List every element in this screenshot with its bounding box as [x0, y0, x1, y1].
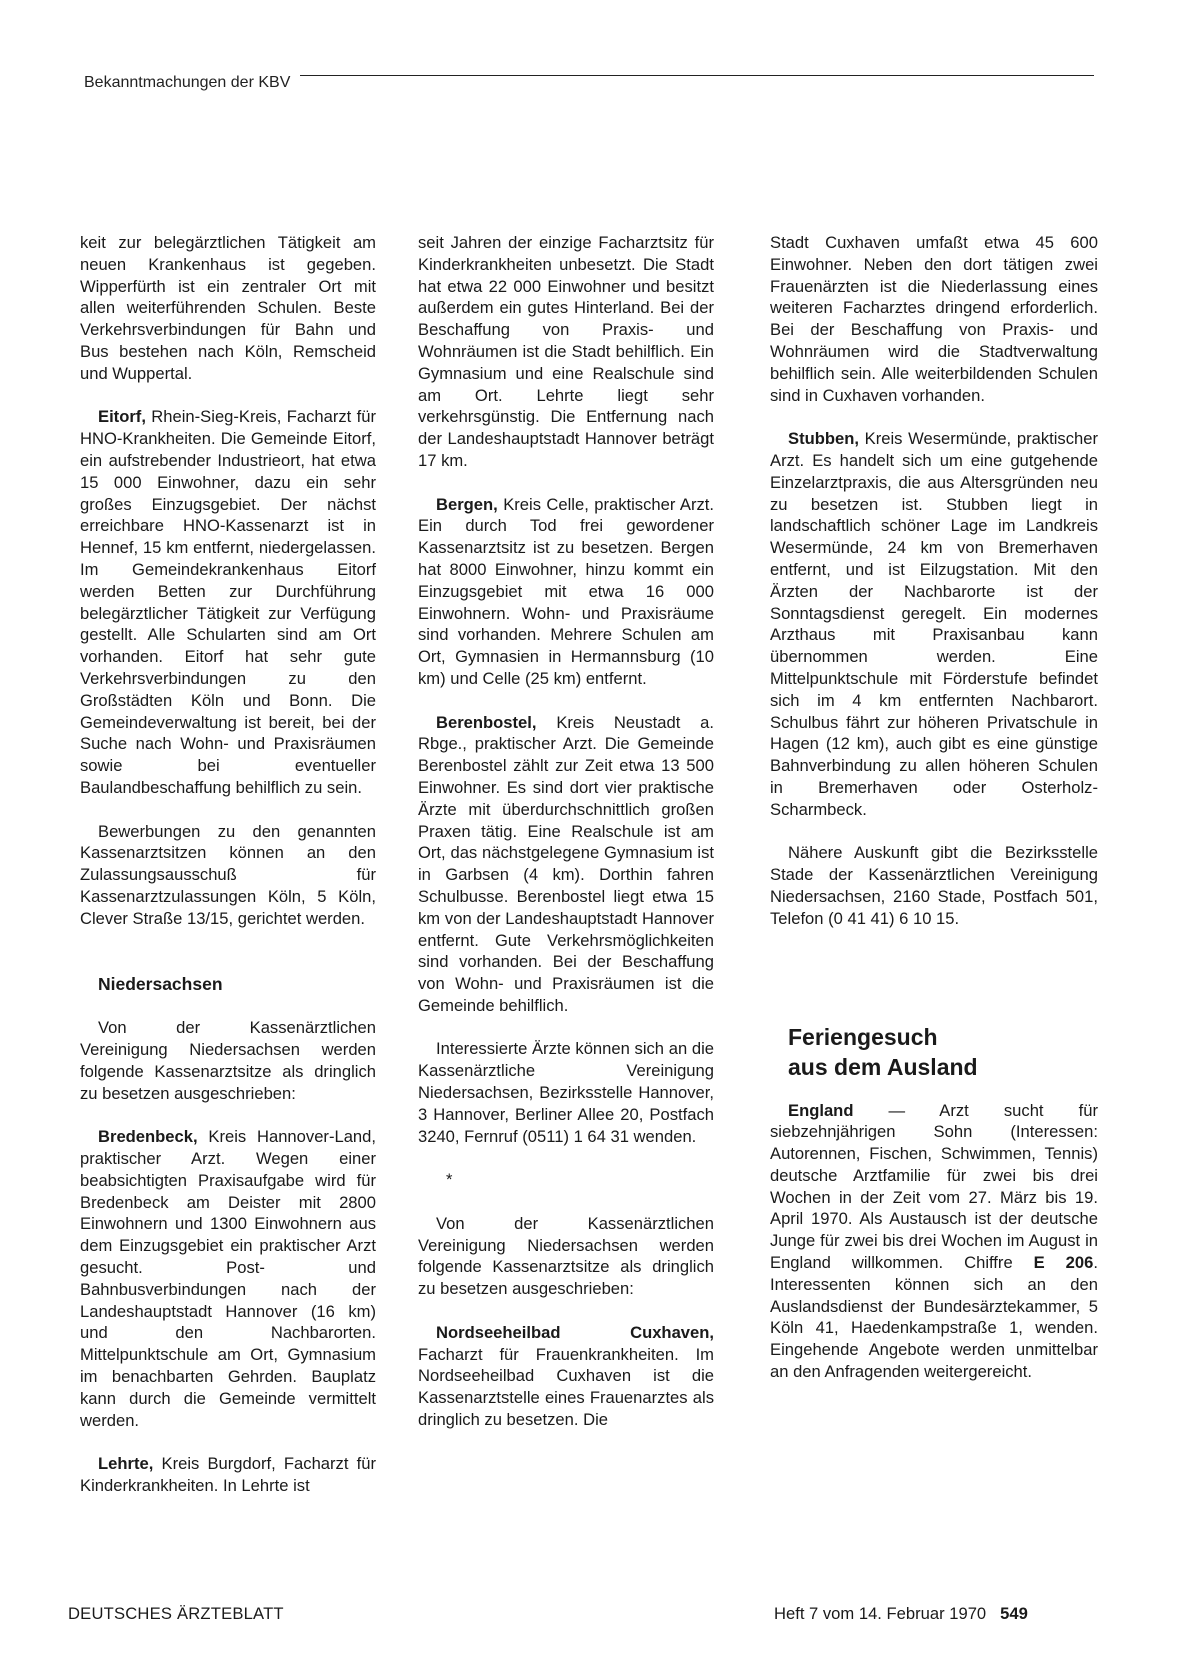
paragraph: Stadt Cuxhaven umfaßt etwa 45 600 Einwohner. Neben den dort tätigen zwei Frauenärzten ist die Niederlassung eines weiteren Facharztes dringend erforderlich. Bei der Beschaffung von Praxis- und Wohnräumen wird die Stadtverwaltung behilflich sein. Alle weiterbildenden Schulen sind in Cuxhaven vorhanden.	[770, 233, 1098, 405]
listing-text: — Arzt sucht für siebzehnjährigen Sohn (Interessen: Autorennen, Fischen, Schwimmen, Tennis) deutsche Arztfamilie für zwei bis drei Wochen in der Zeit vom 27. März bis 19. April 1970. Als Austausch ist der deutsche Junge für zwei bis drei Wochen im August in England willkommen. Chiffre	[770, 1100, 1098, 1273]
listing-cuxhaven	[418, 1322, 714, 1431]
listing-text: Kreis Celle, praktischer Arzt. Ein durch Tod frei gewordener Kassenarztsitz ist zu besetzen. Bergen hat 8000 Einwohner, hinzu kommt ein Einzugsgebiet mit etwa 16 000 Einwohnern. Wohn- und Praxisräume sind vorhanden. Mehrere Schulen am Ort, Gymnasien in Hermannsburg (10 km) und Celle (25 km) entfernt.	[418, 494, 714, 688]
issue-date: Heft 7 vom 14. Februar 1970	[774, 1604, 987, 1623]
listing-bergen	[418, 494, 714, 690]
paragraph: Von der Kassenärztlichen Vereinigung Niedersachsen werden folgende Kassenarztsitze als dringlich zu besetzen ausgeschrieben:	[80, 1018, 376, 1103]
place-name: Lehrte,	[98, 1454, 154, 1474]
listing-lehrte	[80, 1453, 376, 1497]
listing-eitorf	[80, 406, 376, 798]
listing-stubben	[770, 428, 1098, 820]
paragraph: Bewerbungen zu den genannten Kassenarztsitzen können an den Zulassungsausschuß für Kassenarztzulassungen Köln, 5 Köln, Clever Straße 13/15, gerichtet werden.	[80, 821, 376, 928]
section-heading: Niedersachsen	[98, 973, 223, 994]
column-1	[80, 232, 376, 1519]
place-name: Bredenbeck,	[98, 1127, 198, 1147]
place-name: Nordseeheilbad Cuxhaven,	[436, 1322, 714, 1342]
paragraph: seit Jahren der einzige Facharztsitz für Kinderkrankheiten unbesetzt. Die Stadt hat etwa 22 000 Einwohner und besitzt außerdem ein gutes Hinterland. Bei der Beschaffung von Praxis- und Wohnräumen ist die Stadt behilflich. Ein Gymnasium und eine Realschule sind am Ort. Lehrte liegt sehr verkehrsgünstig. Die Entfernung nach der Landeshauptstadt Hannover beträgt 17 km.	[418, 233, 714, 470]
paragraph: Nähere Auskunft gibt die Bezirksstelle Stade der Kassenärztlichen Vereinigung Niedersachsen, 2160 Stade, Postfach 501, Telefon (0 41 41) 6 10 15.	[770, 843, 1098, 928]
listing-england	[770, 1100, 1098, 1383]
chiffre-code: E 206	[1033, 1253, 1094, 1273]
listing-berenbostel	[418, 712, 714, 1017]
listing-bredenbeck	[80, 1126, 376, 1431]
heading-line-2: aus dem Ausland	[788, 1053, 978, 1080]
listing-text: Rhein-Sieg-Kreis, Facharzt für HNO-Krankheiten. Die Gemeinde Eitorf, ein aufstrebender Industrieort, hat etwa 15 000 Einwohner, dazu ein sehr großes Einzugsgebiet. Der nächst erreichbare HNO-Kassenarzt ist in Hennef, 15 km entfernt, niedergelassen. Im Gemeindekrankenhaus Eitorf werden Betten zur Durchführung belegärztlicher Tätigkeit zur Verfügung gestellt. Alle Schularten sind am Ort vorhanden. Eitorf hat sehr gute Verkehrsverbindungen zu den Großstädten Köln und Bonn. Die Gemeindeverwaltung ist bereit, bei der Suche nach Wohn- und Praxisräumen sowie bei eventueller Baulandbeschaffung behilflich zu sein.	[80, 407, 376, 797]
listing-text: . Interessenten können sich an den Auslandsdienst der Bundesärztekammer, 5 Köln 41, Haedenkampstraße 1, wenden. Eingehende Angebote werden unmittelbar an den Anfragenden weitergereicht.	[770, 1253, 1098, 1382]
place-name: Stubben,	[788, 429, 859, 449]
listing-text: Kreis Hannover-Land, praktischer Arzt. Wegen einer beabsichtigten Praxisaufgabe wird für Bredenbeck am Deister mit 2800 Einwohnern und 1300 Einwohnern aus dem Einzugsgebiet ein praktischer Arzt gesucht. Post- und Bahnbusverbindungen nach der Landeshauptstadt Hannover (16 km) und den Nachbarorten. Mittelpunktschule am Ort, Gymnasium im benachbarten Gehrden. Bauplatz kann durch die Gemeinde vermittelt werden.	[80, 1127, 376, 1430]
paragraph: Von der Kassenärztlichen Vereinigung Niedersachsen werden folgende Kassenarztsitze als dringlich zu besetzen ausgeschrieben:	[418, 1213, 714, 1299]
article-heading	[788, 1022, 1098, 1082]
separator-star: *	[446, 1170, 453, 1190]
listing-text: Kreis Wesermünde, praktischer Arzt. Es handelt sich um eine gutgehende Einzelarztpraxis, die aus Altersgründen neu zu besetzen ist. Stubben liegt in landschaftlich schöner Lage im Landkreis Wesermünde, 24 km von Bremerhaven entfernt, und ist Eilzugstation. Mit den Ärzten der Nachbarorte ist der Sonntagsdienst geregelt. Ein modernes Arzthaus mit Praxisanbau kann übernommen werden. Eine Mittelpunktschule mit Förderstufe befindet sich im 4 km entfernten Nachbarort. Schulbus fährt zur höheren Privatschule in Hagen (12 km), auch gibt es eine günstige Bahnverbindung zu allen höheren Schulen in Bremerhaven oder Osterholz-Scharmbeck.	[770, 429, 1098, 819]
page-header	[84, 74, 1094, 92]
place-name: England	[788, 1100, 854, 1120]
place-name: Bergen,	[436, 494, 498, 514]
section-title: Bekanntmachungen der KBV	[84, 74, 291, 91]
listing-text: Facharzt für Frauenkrankheiten. Im Nordseeheilbad Cuxhaven ist die Kassenarztstelle eines Frauenarztes als dringlich zu besetzen. Die	[418, 1344, 714, 1430]
footer-issue	[774, 1604, 1028, 1624]
header-rule	[300, 75, 1094, 76]
heading-line-1: Feriengesuch	[788, 1023, 938, 1050]
paragraph: Interessierte Ärzte können sich an die Kassenärztliche Vereinigung Niedersachsen, Bezirksstelle Hannover, 3 Hannover, Berliner Allee 20, Postfach 3240, Fernruf (0511) 1 64 31 wenden.	[418, 1039, 714, 1146]
footer-journal: DEUTSCHES ÄRZTEBLATT	[68, 1604, 284, 1623]
column-2	[418, 232, 714, 1453]
column-3	[770, 232, 1098, 1405]
page-number: 549	[1000, 1604, 1028, 1623]
listing-text: Kreis Burgdorf, Facharzt für Kinderkrankheiten. In Lehrte ist	[80, 1454, 376, 1496]
paragraph: keit zur belegärztlichen Tätigkeit am neuen Krankenhaus ist gegeben. Wipperfürth ist ein zentraler Ort mit allen weiterführenden Schulen. Beste Verkehrsverbindungen für Bahn und Bus bestehen nach Köln, Remscheid und Wuppertal.	[80, 233, 376, 383]
listing-text: Kreis Neustadt a. Rbge., praktischer Arzt. Die Gemeinde Berenbostel zählt zur Zeit etwa 13 500 Einwohner. Es sind dort vier praktische Ärzte mit überdurchschnittlich großen Praxen tätig. Eine Realschule ist am Ort, das nächstgelegene Gymnasium ist in Garbsen (4 km). Dorthin fahren Schulbusse. Berenbostel liegt etwa 15 km von der Landeshauptstadt Hannover entfernt. Gute Verkehrsmöglichkeiten sind vorhanden. Bei der Beschaffung von Wohn- und Praxisräumen ist die Gemeinde behilflich.	[418, 712, 714, 1015]
place-name: Eitorf,	[98, 407, 146, 427]
place-name: Berenbostel,	[436, 712, 537, 732]
